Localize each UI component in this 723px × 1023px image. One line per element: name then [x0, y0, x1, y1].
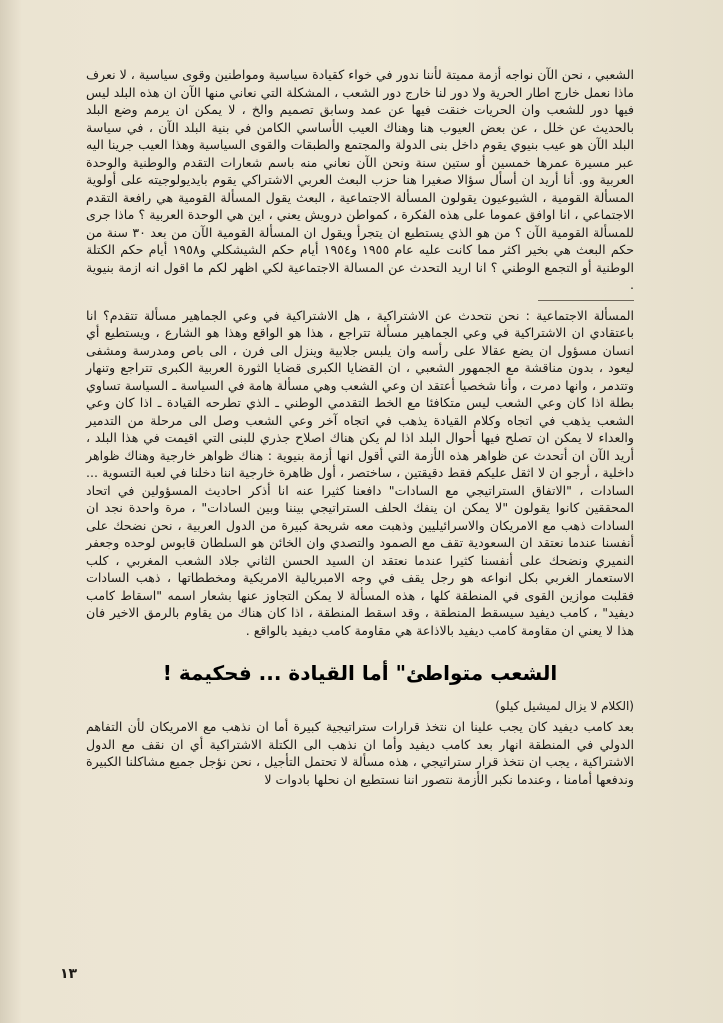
section-subtitle: (الكلام لا يزال لميشيل كيلو)	[495, 699, 634, 713]
text-column	[86, 66, 634, 788]
paragraph-intro: الشعبي ، نحن الآن نواجه أزمة مميتة لأننا ندور في خواء كقيادة سياسية ومواطنين وقوى سياسية ، لا نعرف ماذا نعمل خارج اطار الحرية ولا دور لنا خارج دور الشعب ، المشكلة التي نعاني منها الآن ان هذه البلد ليس فيها دور للشعب وان الحريات خنقت فيها عن عمد وسابق تصميم والخ ، لا يمكن ان يرمم وضع البلد بالحديث عن خلل ، عن بعض العيوب هنا وهناك العيب الأساسي الكامن في بنية البلد الآن ، في سياسة البلد الآن هو عيب بنيوي يقوم داخل بنى الدولة والمجتمع والطبقات والقوى السياسية وهذا العيب جرينا اليه عبر مسيرة عمرها خمسين أو ستين سنة ونحن الآن نعاني منه باسم شعارات التقدم والوطنية والوحدة العربية وو. أنا أريد ان أسأل سؤالا صغيرا هنا حزب البعث العربي الاشتراكي يقوم بايديولوجيته على أولوية المسألة القومية ، الشيوعيون يقولون المسألة الاجتماعية ، البعث يقول المسألة القومية هي رافعة التقدم الاجتماعي ، انا اوافق عموما على هذه الفكرة ، كمواطن درويش يعني ، اين هي الوحدة العربية ؟ ماذا جرى للمسألة القومية الآن ؟ من هو الذي يستطيع ان يتجرأ ويقول ان المسألة القومية الآن من بعد ٣٠ سنة من حكم البعث هي بخير اكثر مما كانت عليه عام ١٩٥٥ و١٩٥٤ أيام حكم الشيشكلي و١٩٥٨ أيام حكم الكتلة الوطنية أو التجمع الوطني ؟ انا اريد التحدث عن المسالة الاجتماعية لكي اظهر لكم ما اقول انه ازمة بنيوية .	[86, 67, 634, 292]
page-number: ١٣	[60, 966, 78, 982]
paragraph-social-question: المسألة الاجتماعية : نحن نتحدث عن الاشتراكية ، هل الاشتراكية في وعي الجماهير مسألة تتقدم؟ انا باعتقادي ان الاشتراكية في وعي الجماهير مسألة تتراجع ، هذا هو الواقع وهذا هو الشارع ، ويستطيع أي انسان مسؤول ان يضع عقالا على رأسه وان يلبس جلابية وينزل الى فرن ، الى باص ومدرسة ومشفى ليعود ، بدون مناقشة مع الجمهور الشعبي ، ان القضايا الكبرى قضايا الثورة العربية الكبرى تتراجع وتنهار وتتدمر ، وانها دمرت ، وأنا شخصيا أعتقد ان وعي الشعب وهي مسألة هامة في السياسة ـ السياسة تساوي بطلة اذا كان وعي الشعب ليس متكافئا مع الخط التقدمي الوطني ـ الذي تطرحه القيادة ـ اذا كان وعي الشعب يذهب في اتجاه وكلام القيادة يذهب في اتجاه آخر وعي الشعب وصل الى مرحلة من التدمير والعداء لا يمكن ان تصلح فيها أحوال البلد اذا لم يكن هناك اصلاح جذري للبنى التي اقيمت في هذا البلد ، أريد الآن ان أتحدث عن ظواهر هذه الأزمة التي أقول انها أزمة بنيوية : هناك ظواهر خارجية وهناك ظواهر داخلية ، أرجو ان لا اثقل عليكم فقط دقيقتين ، ساختصر ، أول ظاهرة خارجية اننا دخلنا في لعبة التسوية ... السادات ، "الاتفاق الستراتيجي مع السادات" دافعنا كثيرا عنه انا أذكر احاديث المسؤولين في اتحاد المحققين كانوا يقولون "لا يمكن ان ينفك الحلف الستراتيجي بيننا وبين السادات" ، مرة واحدة نجد ان السادات ذهب مع الامريكان والاسرائيليين وذهبت معه شريحة كبيرة من الدول العربية ، نحن نضحك على أنفسنا عندما نعتقد ان السعودية تقف مع الصمود والتصدي وان الخائن هو السلطان قابوس لوحده وجعفر النميري ونضحك على أنفسنا كثيرا عندما نعتقد ان السيد الحسن الثاني جلاد الشعب المغربي ، كلب الاستعمار الغربي بكل انواعه هو رجل يقف في وجه الامبريالية الامريكية ومخططاتها ، ذهب السادات فقلبت موازين القوى في المنطقة كلها ، هذه المسألة لا يمكن التجاوز عنها بشعار اسمه "اسقاط كامب ديفيد" ، كامب ديفيد سيسقط المنطقة ، وقد اسقط المنطقة ، اذا كان هناك من يقاوم بالرمق الاخير فان هذا لا يعني ان مقاومة كامب ديفيد بالاذاعة هي مقاومة كامب ديفيد بالواقع .	[86, 307, 634, 638]
section-heading: الشعب متواطئ" أما القيادة ... فحكيمة !	[162, 661, 558, 685]
section-divider	[538, 300, 634, 301]
paragraph-camp-david: بعد كامب ديفيد كان يجب علينا ان نتخذ قرارات ستراتيجية كبيرة أما ان نذهب مع الامريكان لأن التفاهم الدولي في المنطقة انهار بعد كامب ديفيد وأما ان نذهب الى الكتلة الاشتراكية أي ان نقف مع الدول الاشتراكية ، يجب ان نتخذ قرار ستراتيجي ، هذه مسألة لا تحتمل التأجيل ، نحن نؤجل جميع مشاكلنا الكبيرة وندفعها أمامنا ، وعندما نكبر الأزمة نتصور اننا نستطيع ان نحلها بادوات لا	[86, 719, 634, 787]
